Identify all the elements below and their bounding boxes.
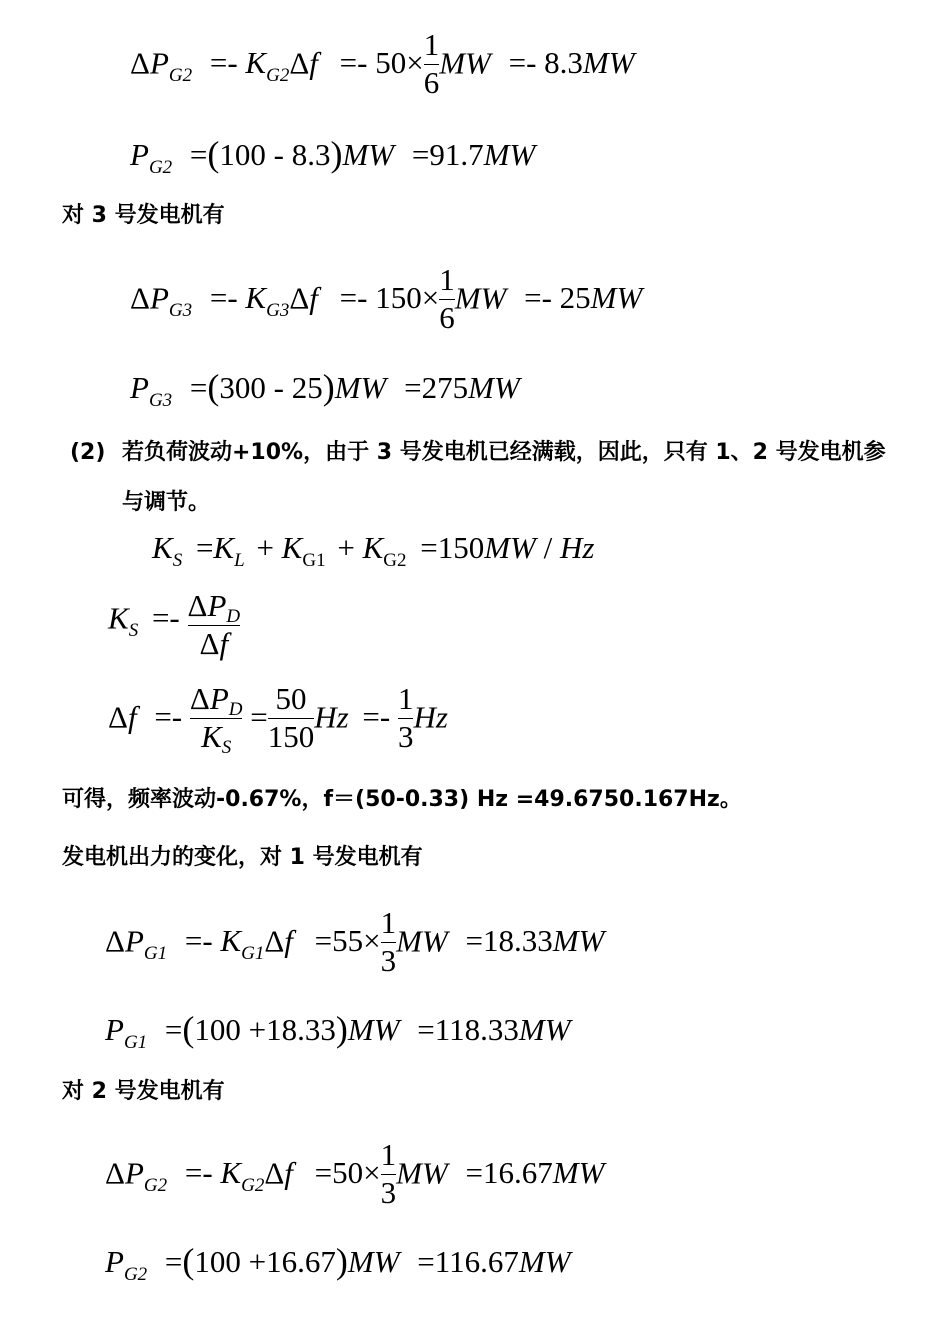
equation-pg3: $P_{G3} =(300 - 25)MW =275MW$ xyxy=(130,367,520,411)
text-generator-3: 对 3 号发电机有 xyxy=(62,203,225,228)
equation-delta-pg3: $\Delta P_{G3} =- K_{G3}\Delta f =- 150\times$ $\frac{1}{6}$ MW =- 25MW xyxy=(130,262,643,335)
text-label-2: (2) xyxy=(70,440,106,465)
equation-delta-pg2: $\Delta P_{G2} =- K_{G2}\Delta f =- 50\times$ $\frac{1}{6}$ MW =- 8.3MW xyxy=(130,27,635,100)
fraction: $\frac{1}{3}$ xyxy=(380,905,397,978)
text-generator-2: 对 2 号发电机有 xyxy=(62,1079,225,1104)
fraction: $\frac{\text{ΔPD}}{\Delta f}$ xyxy=(187,588,241,661)
fraction: $\frac{\text{ΔPD}}{KS}$ xyxy=(189,681,243,758)
text-generator-1: 发电机出力的变化，对 1 号发电机有 xyxy=(62,845,423,870)
equation-ks-ratio: $K_S$ =- $\frac{\text{ΔPD}}{\Delta f}$ xyxy=(108,588,241,661)
fraction: $\frac{50}{150}$ xyxy=(267,681,315,754)
equation-pg1: $P_{G1} =(100 +18.33)MW =118.33MW$ xyxy=(105,1009,571,1053)
text-load-fluctuation: 若负荷波动+10%，由于 3 号发电机已经满载，因此，只有 1、2 号发电机参 xyxy=(122,440,886,465)
equation-ks-sum: $K_S =K_L + K_{G1} + K_{G2} =150MW / Hz$ xyxy=(152,530,595,571)
fraction: $\frac{1}{6}$ xyxy=(439,262,455,335)
equation-delta-pg1: $\Delta P_{G1} =- K_{G1}\Delta f =55\times$ $\frac{1}{3}$ MW =18.33MW xyxy=(105,905,605,978)
equation-pg2: $P_{G2} =(100 - 8.3)MW =91.7MW$ xyxy=(130,134,536,178)
fraction: $\frac{1}{3}$ xyxy=(380,1137,397,1210)
text-frequency-result: 可得，频率波动-0.67%，f＝(50-0.33) Hz =49.6750.167Hz。 xyxy=(62,787,742,812)
text-regulation: 与调节。 xyxy=(122,490,211,515)
fraction: $\frac{1}{6}$ xyxy=(423,27,440,100)
equation-pg2-b: $P_{G2} =(100 +16.67)MW =116.67MW$ xyxy=(105,1241,571,1285)
equation-delta-f: Δf =- $\frac{\text{ΔPD}}{KS}$ = $\frac{50}{150}$ Hz =- $\frac{1}{3}$ Hz xyxy=(108,681,448,758)
fraction: $\frac{1}{3}$ xyxy=(397,681,414,754)
equation-delta-pg2-b: $\Delta P_{G2} =- K_{G2}\Delta f =50\times$ $\frac{1}{3}$ MW =16.67MW xyxy=(105,1137,605,1210)
